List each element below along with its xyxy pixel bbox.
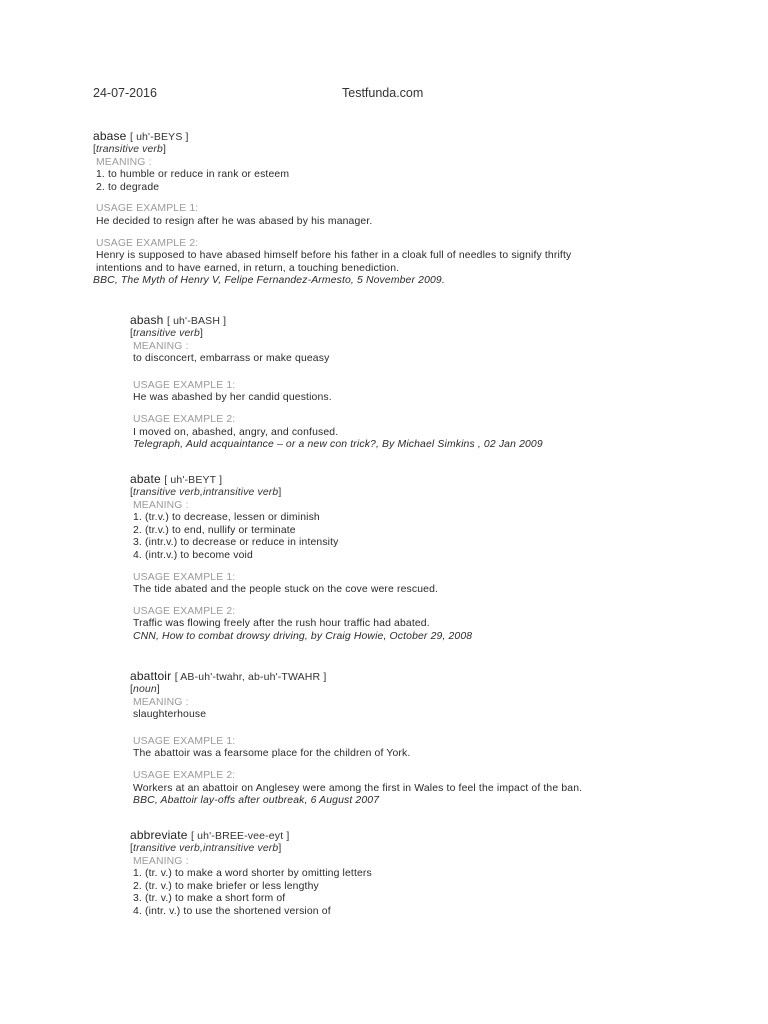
entry-abase [93, 129, 713, 288]
meaning-item: 3. (tr. v.) to make a short form of [133, 893, 286, 905]
usage1-text: The abattoir was a fearsome place for the children of York. [133, 748, 411, 760]
pronunciation: [ AB-uh'-twahr, ab-uh'-TWAHR ] [174, 671, 327, 683]
meaning-label: MEANING : [133, 696, 189, 708]
meaning-label: MEANING : [133, 340, 189, 352]
usage-source: BBC, The Myth of Henry V, Felipe Fernandez-Armesto, 5 November 2009. [93, 275, 445, 287]
entry-abbreviate [130, 828, 730, 919]
pronunciation: [ uh'-BEYS ] [129, 131, 189, 143]
usage2-text: I moved on, abashed, angry, and confused. [133, 426, 339, 438]
usage-source: CNN, How to combat drowsy driving, by Craig Howie, October 29, 2008 [133, 630, 473, 642]
meaning-block [130, 341, 730, 452]
pos-text: transitive verb,intransitive verb [133, 487, 279, 498]
entry-abattoir [130, 669, 740, 808]
part-of-speech: [transitive verb] [130, 328, 204, 339]
meaning-item: 4. (intr.v.) to become void [133, 549, 253, 561]
usage-source: Telegraph, Auld acquaintance – or a new con trick?, By Michael Simkins , 02 Jan 2009 [133, 439, 543, 451]
meaning-item: 1. to humble or reduce in rank or esteem [96, 169, 290, 181]
pos-text: transitive verb,intransitive verb [133, 843, 279, 854]
meaning-item: 1. (tr. v.) to make a word shorter by omitting letters [133, 868, 372, 880]
meaning-item: 2. (tr.v.) to end, nullify or terminate [133, 524, 296, 536]
usage2-label: USAGE EXAMPLE 2: [96, 237, 199, 249]
pos-text: transitive verb [133, 328, 200, 339]
headword: abash [130, 313, 164, 327]
page-header [93, 86, 693, 104]
usage2-text: intentions and to have earned, in return, a touching benediction. [96, 262, 400, 274]
usage1-label: USAGE EXAMPLE 1: [133, 735, 236, 747]
meaning-item: to disconcert, embarrass or make queasy [133, 353, 330, 365]
meaning-label: MEANING : [133, 499, 189, 511]
usage1-label: USAGE EXAMPLE 1: [133, 379, 236, 391]
meaning-block [130, 856, 730, 919]
headword-line [93, 129, 713, 144]
meaning-block [130, 697, 740, 808]
headword: abattoir [130, 669, 172, 683]
entry-abash [130, 313, 730, 452]
headword-line [130, 669, 740, 684]
part-of-speech: [transitive verb,intransitive verb] [130, 843, 282, 854]
pronunciation: [ uh'-BREE-vee-eyt ] [191, 830, 290, 842]
meaning-item: 3. (intr.v.) to decrease or reduce in intensity [133, 537, 339, 549]
headword: abase [93, 129, 127, 143]
part-of-speech: [noun] [130, 684, 160, 695]
part-of-speech: [transitive verb] [93, 144, 167, 155]
part-of-speech: [transitive verb,intransitive verb] [130, 487, 282, 498]
meaning-label: MEANING : [133, 855, 189, 867]
headword-line [130, 313, 730, 328]
headword-line [130, 828, 730, 843]
usage1-text: He was abashed by her candid questions. [133, 392, 332, 404]
headword-line [130, 472, 730, 487]
meaning-item: slaughterhouse [133, 709, 207, 721]
usage2-text: Workers at an abattoir on Anglesey were among the first in Wales to feel the impact of the ban. [133, 782, 583, 794]
usage1-label: USAGE EXAMPLE 1: [133, 571, 236, 583]
entry-abate [130, 472, 730, 644]
meaning-item: 4. (intr. v.) to use the shortened version of [133, 905, 331, 917]
meaning-item: 2. to degrade [96, 181, 160, 193]
pronunciation: [ uh'-BASH ] [166, 315, 227, 327]
header-site: Testfunda.com [342, 86, 424, 100]
usage2-text: Henry is supposed to have abased himself before his father in a cloak full of needles to signify thrifty [96, 250, 572, 262]
pos-text: transitive verb [96, 144, 163, 155]
usage2-label: USAGE EXAMPLE 2: [133, 769, 236, 781]
headword: abbreviate [130, 828, 188, 842]
meaning-item: 2. (tr. v.) to make briefer or less lengthy [133, 880, 319, 892]
usage-source: BBC, Abattoir lay-offs after outbreak, 6 August 2007 [133, 795, 380, 807]
meaning-block [130, 500, 730, 644]
usage1-text: The tide abated and the people stuck on the cove were rescued. [133, 584, 439, 596]
meaning-label: MEANING : [96, 156, 152, 168]
usage2-label: USAGE EXAMPLE 2: [133, 605, 236, 617]
usage2-label: USAGE EXAMPLE 2: [133, 413, 236, 425]
usage1-label: USAGE EXAMPLE 1: [96, 203, 199, 215]
usage1-text: He decided to resign after he was abased by his manager. [96, 215, 373, 227]
usage2-text: Traffic was flowing freely after the rush hour traffic had abated. [133, 618, 430, 630]
pronunciation: [ uh'-BEYT ] [164, 474, 223, 486]
header-date: 24-07-2016 [93, 86, 157, 100]
meaning-block [93, 157, 713, 276]
meaning-item: 1. (tr.v.) to decrease, lessen or diminish [133, 512, 320, 524]
pos-text: noun [133, 684, 157, 695]
headword: abate [130, 472, 161, 486]
